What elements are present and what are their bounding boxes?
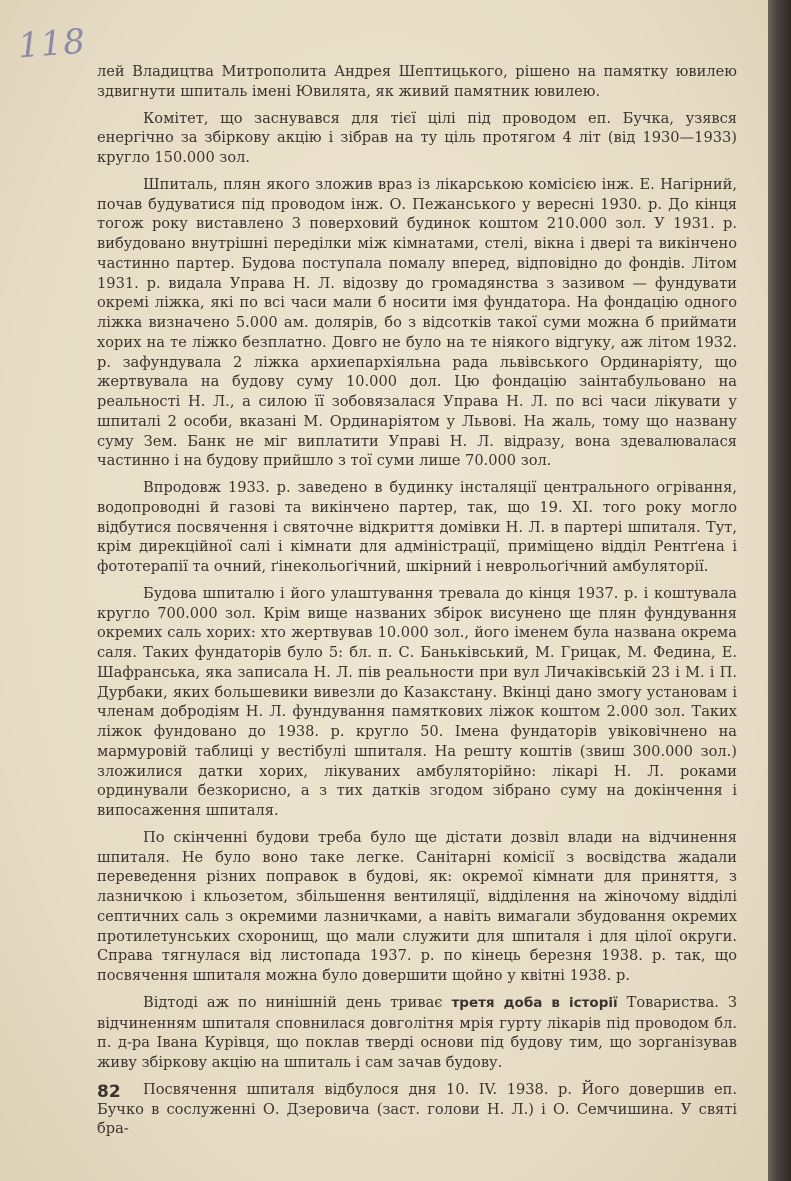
book-spine-shadow: [768, 0, 791, 1181]
body-text: [97, 62, 737, 1146]
paragraph-6: По скінченні будови треба було ще дістати дозвіл влади на відчинення шпиталя. Не було воно таке легке. Санітарні комісії з восвідства жадали переведення різних поправок в будові, як: окремої кімнати для приняття, з лазничкою і кльозетом, збільшення вентиляції, відділення на жіночому відділі септичних саль з окремими лазничками, а навіть вимагали збудовання окремих протилетунських схоронищ, що мали служити для шпиталя і для цілої округи. Справа тягнулася від листопада 1937. р. по кінець березня 1938. р. так, що посвячення шпиталя можна було довершити щойно у квітні 1938. р.: [97, 828, 737, 984]
paragraph-5: Будова шпиталю і його улаштування тревала до кінця 1937. р. і коштувала кругло 700.000 зол. Крім вище названих збірок висунено ще плян фундування окремих саль хорих: хто жертвував 10.000 зол., його іменем була названа окрема саля. Таких фундаторів було 5: бл. п. С. Баньківський, М. Грицак, М. Федина, Е. Шафранська, яка записала Н. Л. пів реальности при вул Личаківській 23 і М. і П. Дурбаки, яких большевики вивезли до Казакстану. Вкінці дано змогу установам і членам добродіям Н. Л. фундування памяткових ліжок коштом 2.000 зол. Таких ліжок фундовано до 1938. р. кругло 50. Імена фундаторів увіковічнено на мармуровій таблиці у вестібулі шпиталя. На решту коштів (звиш 300.000 зол.) зложилися датки хорих, лікуваних амбуляторійно: лікарі Н. Л. роками ординували безкорисно, а з тих датків згодом зібрано суму на докінчення і випосаження шпиталя.: [97, 584, 737, 819]
paragraph-4: Впродовж 1933. р. заведено в будинку інсталяції центрального огрівання, водопроводні й газові та викінчено партер, так, що 19. XI. того року могло відбутися посвячення і святочне відкриття домівки Н. Л. в партері шпиталя. Тут, крім дирекційної салі і кімнати для адміністрації, приміщено відділ Рентґена і фототерапії та очний, ґінекольоґічний, шкірний і неврольоґічний амбуляторії.: [97, 479, 737, 575]
page-number: 82: [97, 1082, 121, 1102]
paragraph-7: [97, 993, 737, 1073]
paragraph-1: лей Владицтва Митрополита Андрея Шептицького, рішено на памятку ювилею здвигнути шпиталь імені Ювилята, як живий памятник ювилею.: [97, 63, 737, 100]
paragraph-7-end: Товариства. З відчиненням шпиталя сповнилася довголітня мрія гурту лікарів під проводом бл. п. д-ра Івана Курівця, що поклав тверді основи під будову тим, що зорганізував живу збіркову акцію на шпиталь і сам зачав будову.: [97, 993, 737, 1071]
emphasis-third-era: третя доба в історії: [451, 994, 618, 1011]
paragraph-7-start: Відтоді аж по нинішній день триває: [143, 993, 452, 1011]
handwritten-page-note: 118: [16, 21, 88, 67]
paragraph-8: Посвячення шпиталя відбулося дня 10. IV. 1938. р. Його довершив еп. Бучко в сослуженні О. Дзеровича (заст. голови Н. Л.) і О. Семчишина. У святі бра-: [97, 1080, 737, 1138]
paragraph-2: Комітет, що заснувався для тієї цілі під проводом еп. Бучка, узявся енергічно за збіркову акцію і зібрав на ту ціль протягом 4 літ (від 1930—1933) кругло 150.000 зол.: [97, 109, 737, 166]
paragraph-3: Шпиталь, плян якого зложив враз із лікарською комісією інж. Е. Нагірний, почав будуватися під проводом інж. О. Пежанського у вересні 1930. р. До кінця тогож року виставлено 3 поверховий будинок коштом 210.000 зол. У 1931. р. вибудовано внутрішні переділки між кімнатами, стелі, вікна і двері та викінчено частинно партер. Будова поступала помалу вперед, відповідно до фондів. Літом 1931. р. видала Управа Н. Л. відозву до громадянства з зазивом — фундувати окремі ліжка, які по всі часи мали б носити імя фундатора. На фондацію одного ліжка визначено 5.000 ам. долярів, бо з відсотків такої суми можна б приймати хорих на те ліжко безплатно. Довго не було на те ніякого відгуку, аж літом 1932. р. зафундувала 2 ліжка архиепархіяльна рада львівського Ординаріяту, що жертвувала на будову суму 10.000 дол. Цю фондацію заінтабульовано на реальності Н. Л., а силою її зобовязалася Управа Н. Л. по всі часи лікувати у шпиталі 2 особи, вказані М. Ординаріятом у Львові. На жаль, тому що названу суму Зем. Банк не міг виплатити Управі Н. Л. відразу, вона здевалювалася частинно і на будову прийшло з тої суми лише 70.000 зол.: [97, 175, 737, 470]
